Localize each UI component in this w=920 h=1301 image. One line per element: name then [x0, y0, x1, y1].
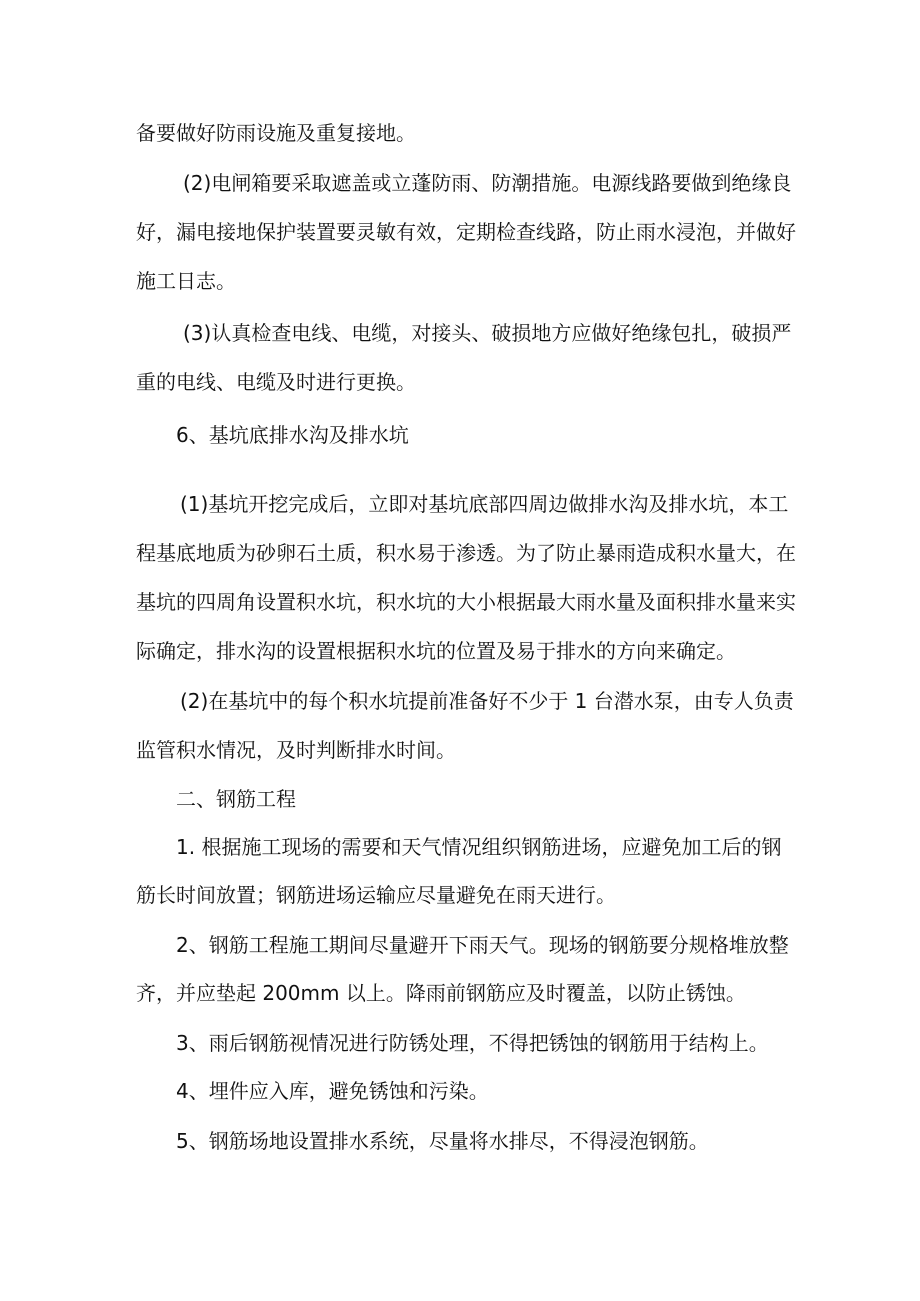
paragraph-line: (2)电闸箱要采取遮盖或立蓬防雨、防潮措施。电源线路要做到绝缘良 — [183, 171, 792, 195]
paragraph-line: 齐，并应垫起 200mm 以上。降雨前钢筋应及时覆盖，以防止锈蚀。 — [136, 981, 746, 1005]
paragraph-line: 1. 根据施工现场的需要和天气情况组织钢筋进场，应避免加工后的钢 — [176, 835, 782, 859]
paragraph-line: 际确定，排水沟的设置根据积水坑的位置及易于排水的方向来确定。 — [136, 639, 736, 663]
section-heading: 6、基坑底排水沟及排水坑 — [176, 423, 409, 447]
paragraph-line: 基坑的四周角设置积水坑，积水坑的大小根据最大雨水量及面积排水量来实 — [136, 590, 796, 614]
section-heading: 二、钢筋工程 — [176, 787, 296, 811]
paragraph-line: 重的电线、电缆及时进行更换。 — [136, 370, 416, 394]
paragraph-line: 施工日志。 — [136, 269, 236, 293]
paragraph-line: 备要做好防雨设施及重复接地。 — [136, 121, 416, 145]
paragraph-line: 筋长时间放置；钢筋进场运输应尽量避免在雨天进行。 — [136, 883, 616, 907]
paragraph-line: 3、雨后钢筋视情况进行防锈处理，不得把锈蚀的钢筋用于结构上。 — [176, 1031, 769, 1055]
paragraph-line: (3)认真检查电线、电缆，对接头、破损地方应做好绝缘包扎，破损严 — [183, 321, 792, 345]
paragraph-line: 4、埋件应入库，避免锈蚀和污染。 — [176, 1079, 489, 1103]
paragraph-line: 5、钢筋场地设置排水系统，尽量将水排尽，不得浸泡钢筋。 — [176, 1129, 709, 1153]
paragraph-line: (1)基坑开挖完成后，立即对基坑底部四周边做排水沟及排水坑，本工 — [180, 492, 789, 516]
paragraph-line: 程基底地质为砂卵石土质，积水易于渗透。为了防止暴雨造成积水量大，在 — [136, 541, 796, 565]
paragraph-line: (2)在基坑中的每个积水坑提前准备好不少于 1 台潜水泵，由专人负责 — [180, 689, 794, 713]
paragraph-line: 好，漏电接地保护装置要灵敏有效，定期检查线路，防止雨水浸泡，并做好 — [136, 220, 796, 244]
paragraph-line: 监管积水情况，及时判断排水时间。 — [136, 738, 456, 762]
paragraph-line: 2、钢筋工程施工期间尽量避开下雨天气。现场的钢筋要分规格堆放整 — [176, 933, 789, 957]
